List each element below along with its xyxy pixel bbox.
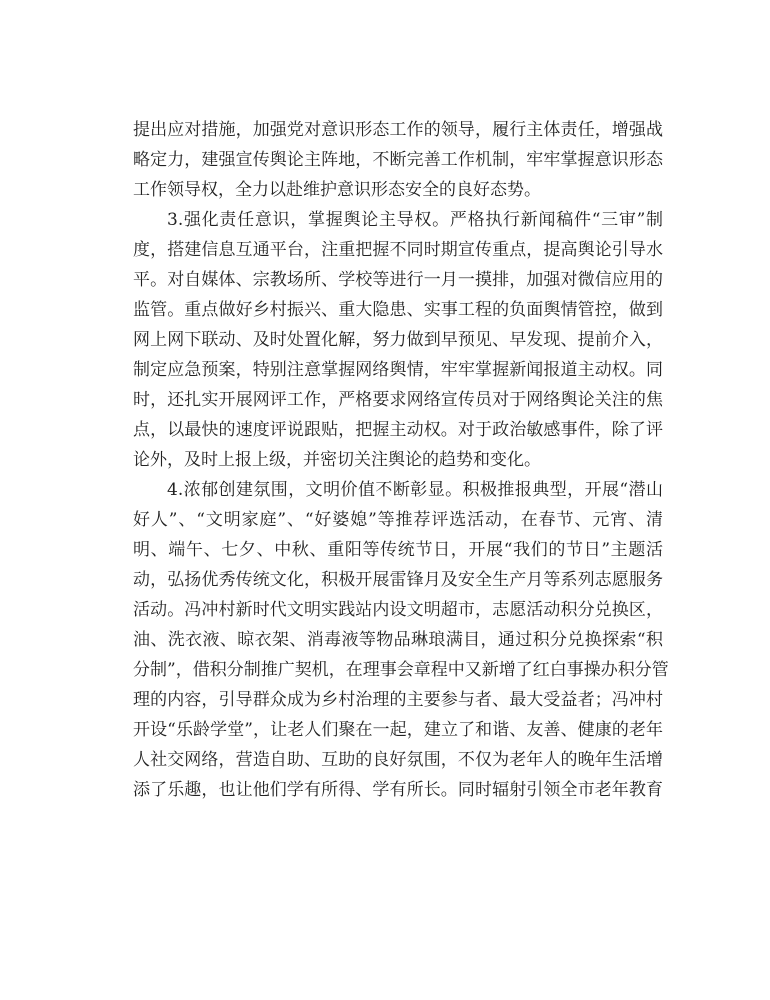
text-line: 制定应急预案，特别注意掌握网络舆情，牢牢掌握新闻报道主动权。同 [133,360,663,380]
text-line: 网上网下联动、及时处置化解，努力做到早预见、早发现、提前介入， [133,330,663,350]
text-line: 开设“乐龄学堂”，让老人们聚在一起，建立了和谐、友善、健康的老年 [133,720,663,740]
text-line: 度，搭建信息互通平台，注重把握不同时期宣传重点，提高舆论引导水 [133,240,663,260]
text-line: 油、洗衣液、晾衣架、消毒液等物品琳琅满目，通过积分兑换探索“积 [133,630,663,650]
body-text [133,115,669,805]
text-line: 监管。重点做好乡村振兴、重大隐患、实事工程的负面舆情管控，做到 [133,300,663,320]
text-line: 点，以最快的速度评说跟贴，把握主动权。对于政治敏感事件，除了评 [133,420,663,440]
text-line: 工作领导权，全力以赴维护意识形态安全的良好态势。 [133,180,541,200]
text-line: 添了乐趣，也让他们学有所得、学有所长。同时辐射引领全市老年教育 [133,780,663,800]
text-line: 时，还扎实开展网评工作，严格要求网络宣传员对于网络舆论关注的焦 [133,390,663,410]
text-line: 平。对自媒体、宗教场所、学校等进行一月一摸排，加强对微信应用的 [133,270,663,290]
paragraph-start-line: 4.浓郁创建氛围，文明价值不断彰显。积极推报典型，开展“潜山 [167,480,663,500]
text-line: 人社交网络，营造自助、互助的良好氛围，不仅为老年人的晚年生活增 [133,750,663,770]
text-line: 好人”、“文明家庭”、“好婆媳”等推荐评选活动，在春节、元宵、清 [133,510,663,530]
text-line: 分制”，借积分制推广契机，在理事会章程中又新增了红白事操办积分管 [133,660,669,680]
text-line: 动，弘扬优秀传统文化，积极开展雷锋月及安全生产月等系列志愿服务 [133,570,663,590]
text-line: 活动。冯冲村新时代文明实践站内设文明超市，志愿活动积分兑换区， [133,600,663,620]
text-line: 略定力，建强宣传舆论主阵地，不断完善工作机制，牢牢掌握意识形态 [133,150,663,170]
text-line: 明、端午、七夕、中秋、重阳等传统节日，开展“我们的节日”主题活 [133,540,663,560]
text-line: 提出应对措施，加强党对意识形态工作的领导，履行主体责任，增强战 [133,120,663,140]
text-line: 论外，及时上报上级，并密切关注舆论的趋势和变化。 [133,450,541,470]
paragraph-start-line: 3.强化责任意识，掌握舆论主导权。严格执行新闻稿件“三审”制 [167,210,663,230]
text-line: 理的内容，引导群众成为乡村治理的主要参与者、最大受益者；冯冲村 [133,690,663,710]
